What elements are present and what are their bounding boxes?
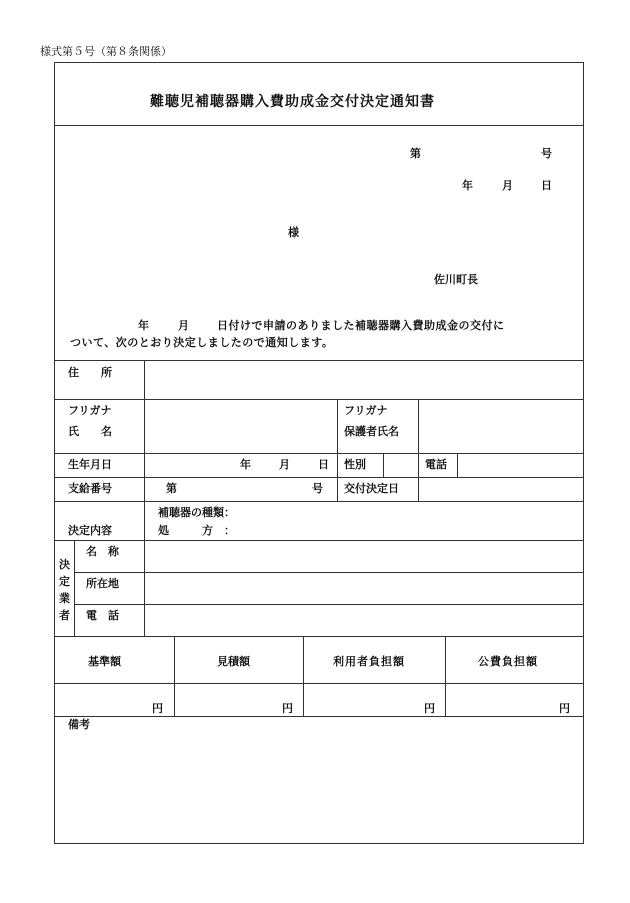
rule-label-column [144, 360, 145, 636]
rule-grant-date-right [418, 477, 419, 501]
rule-table-top [54, 360, 584, 361]
birth-day: 日 [318, 458, 329, 471]
vendor-group-char-2: 定 [59, 575, 70, 588]
vendor-phone-label: 電 話 [86, 609, 119, 622]
rule-under-decision [54, 540, 584, 541]
name-label: 氏 名 [68, 425, 112, 438]
decision-label: 決定内容 [68, 524, 112, 537]
rule-gender-right [383, 453, 384, 477]
rule-under-name [54, 453, 584, 454]
date-day: 日 [541, 179, 552, 192]
rule-under-vendor-name [74, 572, 584, 573]
grant-date-label: 交付決定日 [344, 482, 399, 495]
rule-amount-col-2 [303, 636, 304, 716]
guardian-furigana-label: フリガナ [344, 404, 388, 417]
amount-unit-public-burden: 円 [559, 702, 570, 715]
vendor-group-char-3: 業 [59, 592, 70, 605]
date-month: 月 [502, 179, 513, 192]
rule-amounts-top [54, 636, 584, 637]
amount-unit-estimate: 円 [282, 702, 293, 715]
number-prefix: 第 [410, 147, 421, 160]
rule-phone-right [457, 453, 458, 477]
remarks-label: 備考 [68, 718, 90, 731]
rule-guardian-left [337, 399, 338, 501]
body-month: 月 [178, 319, 189, 332]
rule-phone-left [418, 453, 419, 477]
form-label: 様式第５号（第８条関係） [40, 45, 172, 58]
birthdate-label: 生年月日 [68, 458, 112, 471]
rule-under-title [54, 125, 584, 126]
birth-year: 年 [240, 458, 251, 471]
payment-number-label: 支給番号 [68, 482, 112, 495]
amount-unit-standard: 円 [152, 702, 163, 715]
number-suffix: 号 [541, 147, 552, 160]
vendor-location-label: 所在地 [86, 577, 119, 590]
amount-unit-user-burden: 円 [424, 702, 435, 715]
amount-header-user-burden: 利用者負担額 [333, 655, 405, 668]
payment-prefix: 第 [166, 482, 177, 495]
body-year: 年 [138, 319, 149, 332]
vendor-group-char-1: 決 [59, 558, 70, 571]
date-year: 年 [462, 179, 473, 192]
rule-under-address [54, 399, 584, 400]
rule-amount-col-1 [174, 636, 175, 716]
document-title: 難聴児補聴器購入費助成金交付決定通知書 [150, 94, 435, 110]
body-line-1: 日付けで申請のありました補聴器購入費助成金の交付に [217, 319, 505, 332]
vendor-name-label: 名 称 [86, 545, 119, 558]
amount-header-standard: 基準額 [88, 655, 121, 668]
address-label: 住 所 [68, 366, 112, 379]
rule-under-payment [54, 501, 584, 502]
rule-amount-col-3 [445, 636, 446, 716]
rule-guardian-right [418, 399, 419, 453]
furigana-label: フリガナ [68, 404, 112, 417]
rule-amounts-mid [54, 683, 584, 684]
issuer: 佐川町長 [434, 273, 478, 286]
birth-month: 月 [279, 458, 290, 471]
rule-vendor-group [74, 540, 75, 636]
gender-label: 性別 [344, 458, 366, 471]
recipient-honorific: 様 [288, 226, 299, 239]
rule-remarks-top [54, 716, 584, 717]
phone-label: 電話 [425, 458, 447, 471]
payment-suffix: 号 [312, 482, 323, 495]
body-line-2: ついて、次のとおり決定しましたので通知します。 [70, 336, 334, 349]
rule-under-birth [54, 477, 584, 478]
vendor-group-char-4: 者 [59, 609, 70, 622]
prescription-label: 処 方 ： [158, 524, 235, 537]
guardian-name-label: 保護者氏名 [344, 425, 399, 438]
hearing-aid-type-label: 補聴器の種類： [158, 506, 235, 519]
rule-under-vendor-location [74, 604, 584, 605]
amount-header-estimate: 見積額 [217, 655, 250, 668]
amount-header-public-burden: 公費負担額 [478, 655, 538, 668]
